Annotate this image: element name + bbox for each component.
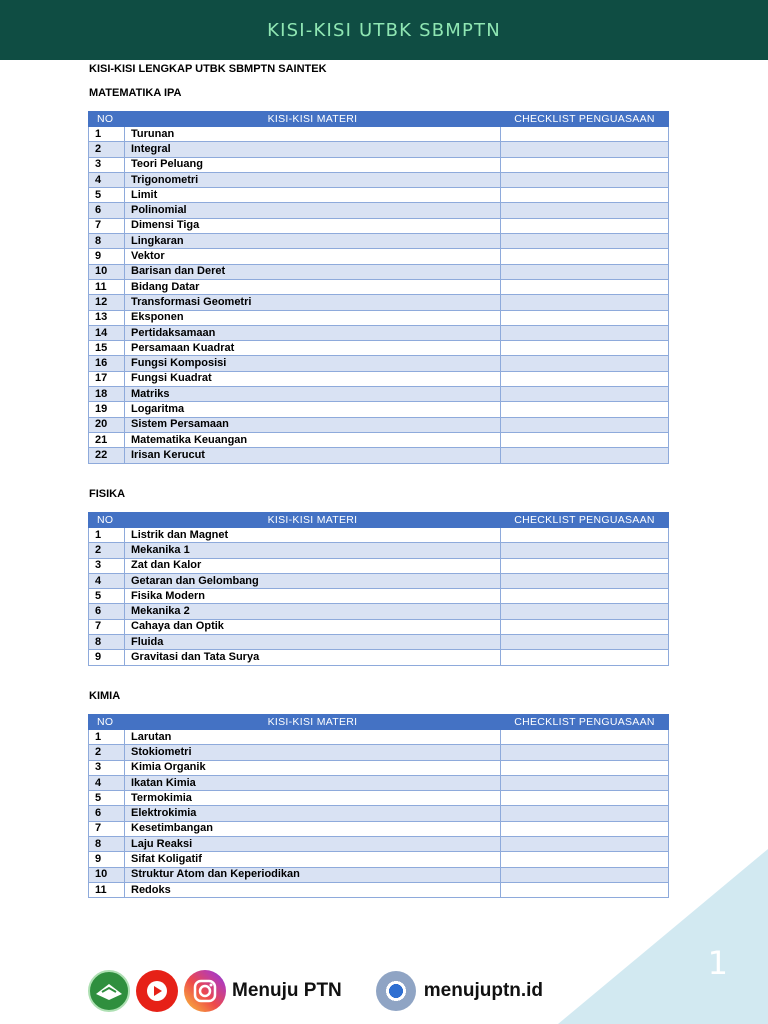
checklist-cell[interactable] (501, 172, 669, 187)
row-number: 3 (89, 558, 125, 573)
table-row (89, 188, 669, 203)
table-row (89, 402, 669, 417)
column-header-no: NO (89, 715, 125, 730)
table-row (89, 558, 669, 573)
menujuptn-logo-icon[interactable] (88, 970, 130, 1012)
row-materi: Turunan (125, 127, 501, 142)
checklist-cell[interactable] (501, 650, 669, 665)
row-number: 14 (89, 325, 125, 340)
row-number: 7 (89, 821, 125, 836)
table-row (89, 760, 669, 775)
checklist-cell[interactable] (501, 371, 669, 386)
row-materi: Vektor (125, 249, 501, 264)
row-number: 16 (89, 356, 125, 371)
row-number: 5 (89, 791, 125, 806)
row-number: 3 (89, 157, 125, 172)
checklist-cell[interactable] (501, 589, 669, 604)
column-header-no: NO (89, 112, 125, 127)
checklist-cell[interactable] (501, 310, 669, 325)
checklist-cell[interactable] (501, 203, 669, 218)
row-number: 5 (89, 188, 125, 203)
table-row (89, 604, 669, 619)
row-materi: Irisan Kerucut (125, 448, 501, 463)
row-number: 18 (89, 387, 125, 402)
row-number: 10 (89, 264, 125, 279)
section-title-kimia: KIMIA (89, 690, 121, 702)
table-row (89, 448, 669, 463)
row-materi: Getaran dan Gelombang (125, 573, 501, 588)
checklist-cell[interactable] (501, 325, 669, 340)
checklist-cell[interactable] (501, 127, 669, 142)
table-row (89, 635, 669, 650)
table-row (89, 432, 669, 447)
row-materi: Fungsi Kuadrat (125, 371, 501, 386)
checklist-cell[interactable] (501, 417, 669, 432)
checklist-cell[interactable] (501, 234, 669, 249)
row-materi: Gravitasi dan Tata Surya (125, 650, 501, 665)
row-materi: Transformasi Geometri (125, 295, 501, 310)
column-header-no: NO (89, 513, 125, 528)
row-number: 21 (89, 432, 125, 447)
row-materi: Sifat Koligatif (125, 852, 501, 867)
row-materi: Elektrokimia (125, 806, 501, 821)
table-row (89, 142, 669, 157)
table-header-row (89, 112, 669, 127)
checklist-cell[interactable] (501, 558, 669, 573)
checklist-cell[interactable] (501, 264, 669, 279)
row-number: 2 (89, 543, 125, 558)
table-matematika (88, 111, 669, 464)
row-materi: Larutan (125, 730, 501, 745)
section-title-matematika: MATEMATIKA IPA (89, 87, 182, 99)
row-number: 2 (89, 142, 125, 157)
row-materi: Sistem Persamaan (125, 417, 501, 432)
checklist-cell[interactable] (501, 402, 669, 417)
row-number: 10 (89, 867, 125, 882)
row-materi: Struktur Atom dan Keperiodikan (125, 867, 501, 882)
row-number: 19 (89, 402, 125, 417)
checklist-cell[interactable] (501, 543, 669, 558)
row-materi: Matematika Keuangan (125, 432, 501, 447)
row-number: 6 (89, 604, 125, 619)
table-header-row (89, 513, 669, 528)
row-number: 8 (89, 837, 125, 852)
table-fisika (88, 512, 669, 666)
checklist-cell[interactable] (501, 356, 669, 371)
website-link[interactable]: menujuptn.id (423, 980, 544, 1001)
row-materi: Mekanika 2 (125, 604, 501, 619)
table-row (89, 218, 669, 233)
row-number: 4 (89, 172, 125, 187)
checklist-cell[interactable] (501, 295, 669, 310)
youtube-icon[interactable] (136, 970, 178, 1012)
checklist-cell[interactable] (501, 821, 669, 836)
row-materi: Persamaan Kuadrat (125, 341, 501, 356)
table-row (89, 791, 669, 806)
row-materi: Fungsi Komposisi (125, 356, 501, 371)
checklist-cell[interactable] (501, 619, 669, 634)
table-row (89, 821, 669, 836)
row-materi: Redoks (125, 882, 501, 897)
row-materi: Matriks (125, 387, 501, 402)
row-materi: Logaritma (125, 402, 501, 417)
table-row (89, 371, 669, 386)
checklist-cell[interactable] (501, 745, 669, 760)
brand-name[interactable]: Menuju PTN (232, 980, 342, 1001)
row-number: 6 (89, 203, 125, 218)
row-materi: Eksponen (125, 310, 501, 325)
row-number: 1 (89, 528, 125, 543)
row-materi: Laju Reaksi (125, 837, 501, 852)
column-header-materi: KISI-KISI MATERI (125, 715, 501, 730)
column-header-checklist: CHECKLIST PENGUASAAN (501, 715, 669, 730)
document-title: KISI-KISI LENGKAP UTBK SBMPTN SAINTEK (89, 63, 327, 75)
checklist-cell[interactable] (501, 604, 669, 619)
row-number: 5 (89, 589, 125, 604)
section-title-fisika: FISIKA (89, 488, 126, 500)
table-row (89, 745, 669, 760)
row-number: 7 (89, 619, 125, 634)
checklist-cell[interactable] (501, 341, 669, 356)
column-header-checklist: CHECKLIST PENGUASAAN (501, 513, 669, 528)
row-materi: Stokiometri (125, 745, 501, 760)
checklist-cell[interactable] (501, 142, 669, 157)
row-number: 11 (89, 279, 125, 294)
table-row (89, 775, 669, 790)
row-number: 11 (89, 882, 125, 897)
table-row (89, 573, 669, 588)
row-materi: Bidang Datar (125, 279, 501, 294)
row-number: 20 (89, 417, 125, 432)
table-row (89, 310, 669, 325)
checklist-cell[interactable] (501, 387, 669, 402)
page-number: 1 (707, 944, 728, 982)
table-row (89, 279, 669, 294)
checklist-cell[interactable] (501, 157, 669, 172)
table-row (89, 341, 669, 356)
header-title: KISI-KISI UTBK SBMPTN (267, 19, 501, 41)
row-materi: Termokimia (125, 791, 501, 806)
row-number: 2 (89, 745, 125, 760)
table-row (89, 264, 669, 279)
checklist-cell[interactable] (501, 249, 669, 264)
row-materi: Trigonometri (125, 172, 501, 187)
table-row (89, 806, 669, 821)
checklist-cell[interactable] (501, 730, 669, 745)
row-materi: Fluida (125, 635, 501, 650)
row-number: 12 (89, 295, 125, 310)
row-number: 4 (89, 775, 125, 790)
row-number: 15 (89, 341, 125, 356)
checklist-cell[interactable] (501, 635, 669, 650)
row-number: 17 (89, 371, 125, 386)
row-materi: Listrik dan Magnet (125, 528, 501, 543)
table-row (89, 249, 669, 264)
table-row (89, 619, 669, 634)
checklist-cell[interactable] (501, 448, 669, 463)
row-materi: Ikatan Kimia (125, 775, 501, 790)
row-materi: Teori Peluang (125, 157, 501, 172)
row-number: 9 (89, 249, 125, 264)
row-number: 6 (89, 806, 125, 821)
row-materi: Cahaya dan Optik (125, 619, 501, 634)
table-row (89, 157, 669, 172)
checklist-cell[interactable] (501, 573, 669, 588)
row-number: 8 (89, 234, 125, 249)
table-row (89, 356, 669, 371)
corner-decoration (558, 849, 768, 1024)
row-number: 8 (89, 635, 125, 650)
row-number: 3 (89, 760, 125, 775)
row-materi: Barisan dan Deret (125, 264, 501, 279)
row-materi: Dimensi Tiga (125, 218, 501, 233)
row-materi: Kimia Organik (125, 760, 501, 775)
row-materi: Fisika Modern (125, 589, 501, 604)
row-number: 7 (89, 218, 125, 233)
checklist-cell[interactable] (501, 775, 669, 790)
table-row (89, 203, 669, 218)
table-row (89, 417, 669, 432)
checklist-cell[interactable] (501, 806, 669, 821)
row-number: 1 (89, 127, 125, 142)
checklist-cell[interactable] (501, 279, 669, 294)
row-number: 4 (89, 573, 125, 588)
checklist-cell[interactable] (501, 218, 669, 233)
checklist-cell[interactable] (501, 760, 669, 775)
row-materi: Limit (125, 188, 501, 203)
table-header-row (89, 715, 669, 730)
column-header-materi: KISI-KISI MATERI (125, 513, 501, 528)
column-header-checklist: CHECKLIST PENGUASAAN (501, 112, 669, 127)
row-materi: Integral (125, 142, 501, 157)
row-number: 9 (89, 650, 125, 665)
header-bar (0, 0, 768, 60)
checklist-cell[interactable] (501, 791, 669, 806)
row-materi: Pertidaksamaan (125, 325, 501, 340)
row-number: 22 (89, 448, 125, 463)
checklist-cell[interactable] (501, 528, 669, 543)
table-row (89, 295, 669, 310)
table-row (89, 589, 669, 604)
checklist-cell[interactable] (501, 188, 669, 203)
row-materi: Polinomial (125, 203, 501, 218)
checklist-cell[interactable] (501, 432, 669, 447)
footer (88, 968, 543, 1014)
table-row (89, 730, 669, 745)
row-materi: Mekanika 1 (125, 543, 501, 558)
chrome-icon[interactable] (376, 971, 416, 1011)
table-row (89, 528, 669, 543)
table-row (89, 387, 669, 402)
table-row (89, 234, 669, 249)
row-number: 9 (89, 852, 125, 867)
table-row (89, 127, 669, 142)
row-materi: Lingkaran (125, 234, 501, 249)
table-row (89, 543, 669, 558)
row-materi: Zat dan Kalor (125, 558, 501, 573)
table-row (89, 325, 669, 340)
row-number: 13 (89, 310, 125, 325)
instagram-icon[interactable] (184, 970, 226, 1012)
row-materi: Kesetimbangan (125, 821, 501, 836)
row-number: 1 (89, 730, 125, 745)
column-header-materi: KISI-KISI MATERI (125, 112, 501, 127)
table-row (89, 172, 669, 187)
table-row (89, 650, 669, 665)
